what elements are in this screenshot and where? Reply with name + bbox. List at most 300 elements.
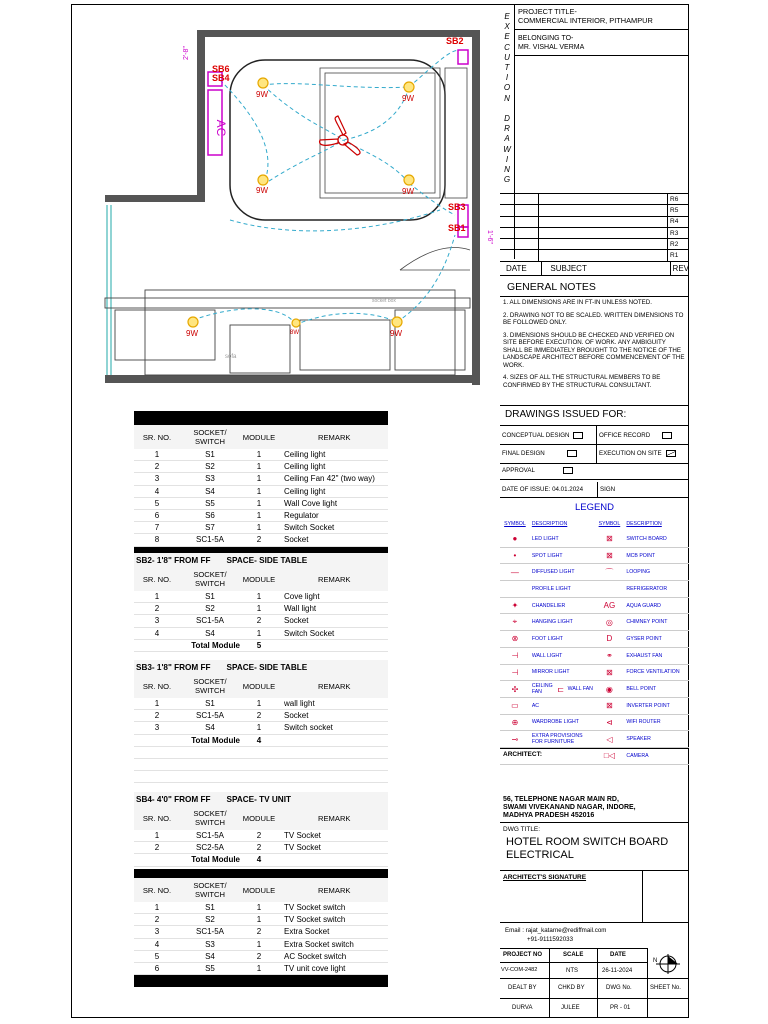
col-srno: SR. NO. bbox=[142, 813, 172, 823]
light-label-7: 8W bbox=[290, 330, 299, 336]
cell-module: 1 bbox=[256, 450, 262, 460]
legend-description: CEILING FAN bbox=[531, 683, 553, 696]
legend-symbol-icon: ● bbox=[512, 534, 518, 544]
chkd-by: JULEE bbox=[561, 1005, 580, 1011]
email[interactable]: Email : rajat_katarne@rediffmail.com bbox=[505, 927, 607, 934]
vertical-title-letter: I bbox=[505, 154, 509, 164]
legend-title: LEGEND bbox=[574, 502, 615, 513]
rev-subject-cell bbox=[539, 250, 668, 260]
legend-description: CHANDELIER bbox=[531, 602, 566, 609]
sb3-space: SPACE- SIDE TABLE bbox=[226, 662, 308, 672]
notes-divider bbox=[500, 296, 689, 297]
cell-srno: 2 bbox=[154, 915, 160, 925]
table-column-headers bbox=[134, 674, 388, 698]
legend-symbol-icon: • bbox=[513, 551, 517, 561]
north-arrow-icon bbox=[652, 952, 682, 976]
cell-remark: TV unit cove light bbox=[284, 964, 346, 974]
cell-srno: 7 bbox=[154, 523, 160, 533]
sb3-height: SB3- 1'8" FROM FF bbox=[136, 662, 211, 672]
belonging-name: MR. VISHAL VERMA bbox=[518, 43, 585, 51]
light-label-1: 9W bbox=[256, 90, 268, 99]
table-row bbox=[134, 710, 388, 722]
wall-step-end bbox=[105, 195, 111, 200]
cell-socket: S1 bbox=[205, 699, 215, 709]
vertical-title-letter: O bbox=[503, 83, 511, 93]
cell-module: 2 bbox=[256, 927, 262, 937]
rev-date-header: DATE bbox=[500, 262, 542, 275]
cell-srno: 2 bbox=[154, 711, 160, 721]
legend-description: FOOT LIGHT bbox=[531, 635, 563, 642]
rev-label: R6 bbox=[670, 195, 679, 203]
wall-step bbox=[105, 195, 205, 202]
legend-divider bbox=[500, 497, 689, 498]
sb4-space: SPACE- TV UNIT bbox=[226, 794, 291, 804]
legend-row bbox=[500, 665, 689, 682]
cell-remark: Wall Cove light bbox=[284, 498, 338, 508]
light-5 bbox=[188, 317, 198, 327]
cell-socket: S6 bbox=[205, 511, 215, 521]
light-label-3: 9W bbox=[256, 186, 268, 195]
dwg-title-label: DWG TITLE: bbox=[503, 826, 541, 833]
legend-description: HANGING LIGHT bbox=[531, 619, 573, 626]
col-srno: SR. NO. bbox=[142, 432, 172, 442]
legend-symbol-icon: ⊗ bbox=[511, 634, 519, 644]
divider bbox=[500, 948, 648, 949]
rev-subject-header: SUBJECT bbox=[542, 262, 670, 275]
legend-row bbox=[500, 581, 689, 598]
table-section-title bbox=[134, 660, 388, 674]
divider bbox=[596, 426, 597, 464]
legend-row bbox=[500, 648, 689, 665]
legend-symbol-icon: D bbox=[606, 634, 613, 644]
cell-module: 1 bbox=[256, 964, 262, 974]
col-socket: SOCKET/ SWITCH bbox=[193, 881, 227, 899]
architect-divider bbox=[500, 748, 689, 749]
belonging-label: BELONGING TO- bbox=[518, 35, 574, 42]
light-1 bbox=[258, 78, 268, 88]
execution-checkbox[interactable] bbox=[666, 450, 676, 457]
cell-remark: Cove light bbox=[284, 592, 320, 602]
legend-symbol-icon: ✣ bbox=[511, 684, 519, 694]
cell-srno: 2 bbox=[154, 462, 160, 472]
table-footer-bar bbox=[134, 975, 388, 987]
legend-symbol-icon: ⊠ bbox=[606, 667, 613, 677]
rev-date-cell bbox=[500, 250, 539, 260]
legend-symbol-icon: ⊣ bbox=[511, 651, 519, 661]
cell-remark: Extra Socket switch bbox=[284, 939, 354, 949]
cell-socket: SC1-5A bbox=[195, 616, 224, 626]
general-notes-title: GENERAL NOTES bbox=[507, 281, 596, 293]
project-title-block bbox=[514, 4, 689, 30]
issued-divider bbox=[500, 405, 689, 406]
col-remark: REMARK bbox=[318, 681, 351, 691]
issued-title: DRAWINGS ISSUED FOR: bbox=[505, 409, 627, 420]
legend-description: WIFI ROUTER bbox=[626, 719, 661, 726]
cell-module: 1 bbox=[256, 915, 262, 925]
cell-srno: 8 bbox=[154, 535, 160, 545]
legend-symbol-icon: □◁ bbox=[603, 751, 615, 761]
dwg-no: PR - 01 bbox=[610, 1005, 631, 1011]
approval-checkbox[interactable] bbox=[563, 467, 573, 474]
rev-subject-cell bbox=[539, 205, 668, 215]
legend-symbol-icon: ⊣ bbox=[511, 667, 519, 677]
col-srno: SR. NO. bbox=[142, 574, 172, 584]
light-4 bbox=[404, 175, 414, 185]
belonging-block bbox=[514, 30, 689, 56]
project-title: COMMERCIAL INTERIOR, PITHAMPUR bbox=[518, 15, 653, 25]
legend-description: FORCE VENTILATION bbox=[626, 669, 680, 676]
cell-remark: Socket bbox=[284, 616, 309, 626]
divider bbox=[500, 444, 689, 445]
cell-module: 1 bbox=[256, 723, 262, 733]
vertical-title-letter: N bbox=[504, 165, 510, 175]
lower-furniture bbox=[105, 290, 470, 375]
rev-label: R2 bbox=[670, 240, 679, 248]
revision-row bbox=[500, 216, 689, 227]
table-row bbox=[134, 449, 388, 461]
cell-module: 1 bbox=[256, 511, 262, 521]
rev-subject-cell bbox=[539, 228, 668, 238]
cell-module: 1 bbox=[256, 604, 262, 614]
rev-subject-cell bbox=[539, 217, 668, 227]
rev-date-cell bbox=[500, 194, 539, 204]
address-line: 56, TELEPHONE NAGAR MAIN RD, bbox=[503, 796, 619, 803]
legend-description: SWITCH BOARD bbox=[626, 535, 667, 542]
cell-socket: S3 bbox=[205, 474, 215, 484]
legend-header-symbol2: SYMBOL bbox=[598, 521, 621, 527]
total-label: Total Module bbox=[191, 735, 240, 745]
legend-symbol-icon: ⊠ bbox=[606, 551, 613, 561]
table-row bbox=[134, 698, 388, 710]
switchboard-table-sb1 bbox=[134, 411, 388, 559]
legend-description: BELL POINT bbox=[626, 686, 657, 693]
cell-remark: Socket bbox=[284, 711, 309, 721]
empty-row bbox=[134, 747, 388, 759]
legend-table bbox=[500, 531, 689, 765]
col-srno: SR. NO. bbox=[142, 885, 172, 895]
cell-module: 1 bbox=[256, 699, 262, 709]
total-label: Total Module bbox=[191, 855, 240, 865]
total-value: 4 bbox=[256, 735, 262, 745]
table-row bbox=[134, 902, 388, 914]
issued-block bbox=[500, 425, 689, 498]
rev-subject-cell bbox=[539, 239, 668, 249]
table-row bbox=[134, 522, 388, 534]
cell-remark: Switch socket bbox=[284, 723, 333, 733]
legend-header-symbol: SYMBOL bbox=[504, 521, 526, 527]
floor-plan bbox=[100, 20, 500, 390]
cell-srno: 1 bbox=[154, 903, 160, 913]
cable-routes bbox=[193, 50, 460, 325]
col-socket: SOCKET/ SWITCH bbox=[193, 809, 227, 827]
cell-socket: S1 bbox=[205, 450, 215, 460]
legend-description: WALL LIGHT bbox=[531, 652, 563, 659]
cell-remark: Regulator bbox=[284, 511, 319, 521]
total-value: 4 bbox=[256, 855, 262, 865]
issued-office[interactable]: OFFICE RECORD bbox=[599, 432, 672, 439]
switchboard-table-sb2 bbox=[134, 553, 388, 652]
architect-signature-label: ARCHITECT'S SIGNATURE bbox=[503, 874, 587, 881]
cell-remark: Ceiling Fan 42" (two way) bbox=[284, 474, 375, 484]
dealt-by: DURVA bbox=[512, 1005, 533, 1011]
divider bbox=[549, 948, 550, 1018]
contact-block bbox=[505, 926, 606, 944]
date-of-issue: DATE OF ISSUE: 04.01.2024 bbox=[502, 486, 584, 493]
north-label: N bbox=[653, 958, 658, 964]
sb5-label: SB4 bbox=[212, 73, 230, 83]
total-row bbox=[134, 640, 388, 652]
project-no-label: PROJECT NO bbox=[503, 952, 543, 958]
cell-socket: S5 bbox=[205, 964, 215, 974]
table-row bbox=[134, 963, 388, 975]
table-row bbox=[134, 591, 388, 603]
col-remark: REMARK bbox=[318, 885, 351, 895]
cell-module: 1 bbox=[256, 486, 262, 496]
vertical-title-letter bbox=[502, 104, 512, 114]
table-row bbox=[134, 534, 388, 546]
legend-symbol-icon: ⊲ bbox=[606, 717, 613, 727]
legend-description: SPEAKER bbox=[626, 736, 651, 743]
col-srno: SR. NO. bbox=[142, 681, 172, 691]
table-row bbox=[134, 498, 388, 510]
table-body bbox=[134, 591, 388, 640]
legend-description: EXTRA PROVISIONS FOR FURNITURE bbox=[531, 733, 583, 746]
vertical-title-letter: A bbox=[504, 134, 510, 144]
divider bbox=[597, 948, 598, 1018]
dwg-title-line: HOTEL ROOM SWITCH BOARD bbox=[506, 836, 669, 848]
revision-row bbox=[500, 227, 689, 238]
cell-srno: 1 bbox=[154, 450, 160, 460]
cell-socket: S5 bbox=[205, 498, 215, 508]
socket-box-label: socket box bbox=[372, 298, 396, 304]
cell-socket: S2 bbox=[205, 604, 215, 614]
vertical-title-letter: I bbox=[505, 73, 509, 83]
light-label-5: 9W bbox=[186, 329, 198, 338]
cell-srno: 6 bbox=[154, 964, 160, 974]
office-checkbox[interactable] bbox=[662, 432, 672, 439]
cell-srno: 3 bbox=[154, 616, 160, 626]
cell-module: 1 bbox=[256, 628, 262, 638]
col-socket: SOCKET/ SWITCH bbox=[193, 570, 227, 588]
rev-label: R4 bbox=[670, 218, 679, 226]
legend-description: AQUA GUARD bbox=[626, 602, 661, 609]
general-notes-list bbox=[503, 299, 686, 394]
issued-execution[interactable]: EXECUTION ON SITE bbox=[599, 450, 676, 457]
cell-remark: Switch Socket bbox=[284, 628, 335, 638]
cell-remark: Ceiling light bbox=[284, 462, 326, 472]
issued-approval[interactable]: APPROVAL bbox=[502, 467, 573, 474]
rev-rev-header: REV bbox=[672, 264, 689, 273]
ceiling-fan-icon bbox=[320, 116, 361, 155]
table-row bbox=[134, 603, 388, 615]
cell-srno: 6 bbox=[154, 511, 160, 521]
cell-module: 2 bbox=[256, 831, 262, 841]
wall-right bbox=[472, 30, 480, 385]
cell-remark: Ceiling light bbox=[284, 450, 326, 460]
cell-module: 1 bbox=[256, 462, 262, 472]
dim-top: 2'-8" bbox=[183, 46, 190, 60]
general-note: 4. SIZES OF ALL THE STRUCTURAL MEMBERS TO BE CONFIRMED BY THE STRUCTURAL CONSULTANT. bbox=[503, 374, 661, 389]
cell-srno: 5 bbox=[154, 498, 160, 508]
issued-conceptual[interactable]: CONCEPTUAL DESIGN bbox=[502, 432, 583, 439]
cell-srno: 3 bbox=[154, 723, 160, 733]
revision-table bbox=[500, 193, 689, 261]
legend-symbol-icon: ⌖ bbox=[512, 617, 518, 627]
cell-module: 2 bbox=[256, 535, 262, 545]
address-line: SWAMI VIVEKANAND NAGAR, INDORE, bbox=[503, 804, 636, 811]
cell-srno: 4 bbox=[154, 939, 160, 949]
cell-remark: Socket bbox=[284, 535, 309, 545]
architect-label: ARCHITECT: bbox=[503, 751, 542, 758]
legend-description: SPOT LIGHT bbox=[531, 552, 563, 559]
total-row bbox=[134, 854, 388, 866]
cell-remark: TV Socket bbox=[284, 843, 321, 853]
chkd-by-label: CHKD BY bbox=[558, 985, 585, 991]
legend-symbol-icon: ◉ bbox=[605, 684, 613, 694]
phone[interactable]: +91-9111592033 bbox=[527, 936, 574, 943]
rev-label: R3 bbox=[670, 229, 679, 237]
rev-date-cell bbox=[500, 228, 539, 238]
revision-header bbox=[500, 261, 689, 276]
sb2-space: SPACE- SIDE TABLE bbox=[226, 555, 308, 565]
issued-final[interactable]: FINAL DESIGN bbox=[502, 450, 577, 457]
cell-module: 1 bbox=[256, 498, 262, 508]
table-row bbox=[134, 939, 388, 951]
revision-row bbox=[500, 249, 689, 260]
cell-srno: 1 bbox=[154, 831, 160, 841]
divider bbox=[500, 922, 689, 923]
legend-row bbox=[500, 598, 689, 615]
vertical-title-letter: E bbox=[504, 32, 510, 42]
table-header-bar bbox=[134, 411, 388, 425]
legend-description: EXHAUST FAN bbox=[626, 652, 663, 659]
vertical-title-letter: T bbox=[504, 63, 510, 73]
empty-row bbox=[134, 759, 388, 771]
final-checkbox[interactable] bbox=[567, 450, 577, 457]
divider bbox=[597, 482, 598, 498]
cell-socket: S4 bbox=[205, 628, 215, 638]
cell-module: 1 bbox=[256, 903, 262, 913]
legend-description: WALL FAN bbox=[567, 686, 593, 693]
legend-symbol-icon: ✦ bbox=[511, 601, 519, 611]
legend-symbol-icon: ▭ bbox=[511, 701, 519, 711]
legend-description: WARDROBE LIGHT bbox=[531, 719, 579, 726]
legend-header-description2: DESCRIPTION bbox=[626, 521, 662, 527]
light-2 bbox=[404, 82, 414, 92]
col-module: MODULE bbox=[242, 813, 276, 823]
date-label: DATE bbox=[610, 952, 626, 958]
legend-description: MIRROR LIGHT bbox=[531, 669, 570, 676]
table-row bbox=[134, 951, 388, 963]
table-row bbox=[134, 461, 388, 473]
wall-top bbox=[197, 30, 437, 37]
dim-right: 1'-6" bbox=[486, 230, 493, 244]
legend-symbol-icon: ⊏ bbox=[557, 684, 565, 694]
table-row bbox=[134, 615, 388, 627]
cell-remark: TV Socket switch bbox=[284, 915, 346, 925]
date-value: 26-11-2024 bbox=[602, 968, 633, 974]
vertical-title-letter: C bbox=[504, 42, 510, 52]
legend-description: AC bbox=[531, 702, 540, 709]
light-3 bbox=[258, 175, 268, 185]
conceptual-checkbox[interactable] bbox=[573, 432, 583, 439]
divider bbox=[647, 948, 648, 1018]
legend-row bbox=[500, 715, 689, 732]
address-line: MADHYA PRADESH 452016 bbox=[503, 812, 595, 819]
dealt-by-label: DEALT BY bbox=[508, 985, 537, 991]
light-label-2: 9W bbox=[402, 94, 414, 103]
col-remark: REMARK bbox=[318, 432, 351, 442]
legend-symbol-icon: — bbox=[510, 567, 519, 577]
divider bbox=[500, 870, 689, 871]
table-column-headers bbox=[134, 806, 388, 830]
cell-socket: S4 bbox=[205, 486, 215, 496]
switchboard-table-sb4 bbox=[134, 792, 388, 881]
window-left bbox=[107, 205, 111, 375]
table-row bbox=[134, 722, 388, 734]
cell-remark: Wall light bbox=[284, 604, 317, 614]
scale-value: NTS bbox=[566, 968, 578, 974]
switchboard-table-sb3 bbox=[134, 660, 388, 796]
col-module: MODULE bbox=[242, 681, 276, 691]
legend-symbol-icon: ◎ bbox=[605, 617, 613, 627]
cell-remark: Switch Socket bbox=[284, 523, 335, 533]
legend-symbol-icon: ⌒ bbox=[605, 567, 614, 577]
vertical-title-letter: G bbox=[503, 175, 511, 185]
cell-srno: 1 bbox=[154, 592, 160, 602]
scale-label: SCALE bbox=[563, 952, 584, 958]
col-module: MODULE bbox=[242, 885, 276, 895]
light-7 bbox=[292, 319, 300, 327]
rev-date-cell bbox=[500, 205, 539, 215]
col-module: MODULE bbox=[242, 432, 276, 442]
dwg-no-label: DWG No. bbox=[606, 985, 632, 991]
legend-symbol-icon: ⚭ bbox=[606, 651, 613, 661]
table-row bbox=[134, 926, 388, 938]
sb3-label: SB3 bbox=[448, 202, 466, 212]
cell-socket: S1 bbox=[205, 903, 215, 913]
rev-date-cell bbox=[500, 239, 539, 249]
cell-srno: 1 bbox=[154, 699, 160, 709]
sb2-label: SB2 bbox=[446, 36, 464, 46]
vertical-title-letter: E bbox=[504, 12, 510, 21]
cell-socket: S4 bbox=[205, 951, 215, 961]
cell-socket: S7 bbox=[205, 523, 215, 533]
sb2-height: SB2- 1'8" FROM FF bbox=[136, 555, 211, 565]
cell-module: 2 bbox=[256, 843, 262, 853]
col-module: MODULE bbox=[242, 574, 276, 584]
divider bbox=[500, 463, 689, 464]
sign-label: SIGN bbox=[600, 486, 616, 493]
dwg-title-line: ELECTRICAL bbox=[506, 849, 574, 861]
legend-description: LOOPING bbox=[626, 569, 650, 576]
vertical-title-letter: R bbox=[504, 124, 510, 134]
cell-socket: SC2-5A bbox=[195, 843, 224, 853]
legend-description: CHIMNEY POINT bbox=[626, 619, 668, 626]
legend-symbol-icon: ⊠ bbox=[606, 701, 613, 711]
cell-module: 2 bbox=[256, 711, 262, 721]
door-arc bbox=[400, 248, 470, 271]
light-6 bbox=[392, 317, 402, 327]
table-row bbox=[134, 510, 388, 522]
cell-module: 2 bbox=[256, 951, 262, 961]
legend-row bbox=[500, 614, 689, 631]
switchboard-table-sb5 bbox=[134, 878, 388, 987]
wall-left-upper bbox=[197, 30, 205, 195]
table-row bbox=[134, 830, 388, 842]
legend-row bbox=[500, 681, 689, 698]
cell-remark: TV Socket bbox=[284, 831, 321, 841]
